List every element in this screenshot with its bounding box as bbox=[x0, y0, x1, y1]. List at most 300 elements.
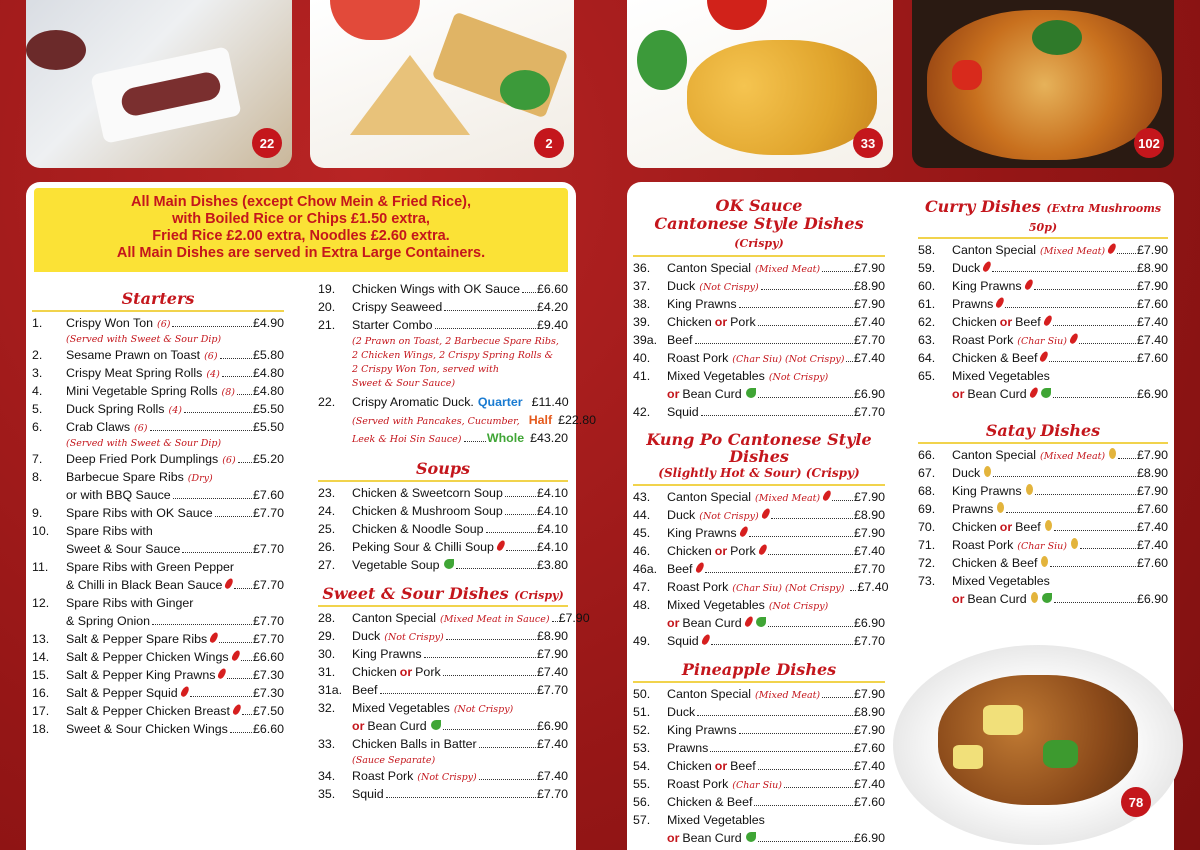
portion-half-label: Half bbox=[528, 413, 553, 427]
dot-leader bbox=[701, 415, 853, 416]
dot-leader bbox=[182, 552, 252, 553]
item-number: 40. bbox=[633, 351, 651, 365]
dot-leader bbox=[758, 841, 853, 842]
dot-leader bbox=[754, 805, 853, 806]
dot-leader bbox=[1053, 325, 1136, 326]
item-number: 53. bbox=[633, 741, 651, 755]
item-price: £7.70 bbox=[853, 333, 885, 347]
item-number: 20. bbox=[318, 300, 336, 314]
vegetarian-leaf-icon bbox=[746, 832, 756, 842]
dot-leader bbox=[219, 642, 252, 643]
menu-item bbox=[32, 316, 284, 334]
peanut-icon bbox=[984, 466, 991, 477]
item-price: £7.90 bbox=[853, 261, 885, 275]
item-price: £9.40 bbox=[536, 318, 568, 332]
item-name: Chicken & Beef bbox=[667, 795, 753, 809]
item-price: £6.60 bbox=[252, 722, 284, 736]
dot-leader bbox=[152, 624, 252, 625]
menu-item bbox=[32, 420, 284, 438]
item-name: Beef bbox=[667, 333, 693, 347]
menu-item bbox=[633, 508, 885, 526]
item-name: Roast Pork bbox=[667, 351, 729, 365]
dot-leader bbox=[1035, 494, 1136, 495]
item-number: 4. bbox=[32, 384, 43, 398]
item-name: Salt & Pepper Chicken Breast bbox=[66, 704, 230, 718]
menu-item-continued bbox=[918, 592, 1168, 610]
menu-item bbox=[32, 596, 284, 614]
dot-leader bbox=[768, 554, 853, 555]
item-number: 3. bbox=[32, 366, 43, 380]
item-name: Salt & Pepper King Prawns bbox=[66, 668, 216, 682]
dot-leader bbox=[172, 326, 252, 327]
dot-leader bbox=[832, 500, 853, 501]
item-number: 19. bbox=[318, 282, 336, 296]
section-title-text: Sweet & Sour Dishes bbox=[322, 584, 509, 603]
item-number: 56. bbox=[633, 795, 651, 809]
peanut-icon bbox=[1109, 448, 1116, 459]
item-price: £6.90 bbox=[1136, 592, 1168, 606]
item-name: Mixed Vegetables bbox=[952, 574, 1050, 588]
dot-leader bbox=[1079, 343, 1136, 344]
dot-leader bbox=[784, 787, 853, 788]
item-number: 33. bbox=[318, 737, 336, 751]
menu-item bbox=[318, 665, 568, 683]
menu-item bbox=[32, 632, 284, 650]
item-price: £7.40 bbox=[1136, 333, 1168, 347]
item-name: Bean Curd bbox=[967, 592, 1027, 606]
item-number: 60. bbox=[918, 279, 936, 293]
item-name: Salt & Pepper Chicken Wings bbox=[66, 650, 229, 664]
menu-item bbox=[633, 777, 885, 795]
item-price: £7.90 bbox=[853, 490, 885, 504]
menu-item bbox=[633, 351, 885, 369]
menu-item bbox=[918, 484, 1168, 502]
item-price: £7.40 bbox=[853, 351, 885, 365]
menu-item bbox=[32, 384, 284, 402]
dot-leader bbox=[846, 361, 853, 362]
item-number: 13. bbox=[32, 632, 50, 646]
section-subtitle: (Crispy) bbox=[514, 589, 564, 602]
item-price: £11.40 bbox=[531, 395, 569, 409]
dot-leader bbox=[506, 550, 536, 551]
item-number: 11. bbox=[32, 560, 49, 574]
chili-icon bbox=[822, 489, 833, 502]
menu-item bbox=[633, 813, 885, 831]
item-price: £22.80 bbox=[558, 413, 597, 427]
menu-item bbox=[32, 470, 284, 488]
item-price: £6.90 bbox=[1136, 387, 1168, 401]
item-price: £7.30 bbox=[252, 668, 284, 682]
chili-icon bbox=[230, 649, 241, 662]
menu-item bbox=[633, 333, 885, 351]
menu-item bbox=[633, 598, 885, 616]
extras-banner bbox=[34, 188, 568, 272]
item-number: 36. bbox=[633, 261, 651, 275]
item-number: 6. bbox=[32, 420, 43, 434]
item-price: £7.40 bbox=[853, 777, 885, 791]
item-price: £7.40 bbox=[853, 315, 885, 329]
dot-leader bbox=[850, 590, 856, 591]
menu-item bbox=[32, 686, 284, 704]
menu-item bbox=[918, 351, 1168, 369]
item-number: 21. bbox=[318, 318, 336, 332]
menu-item bbox=[633, 580, 889, 598]
menu-item bbox=[918, 538, 1168, 556]
item-name: Chicken bbox=[667, 759, 712, 773]
item-note: (Not Crispy) bbox=[768, 601, 829, 612]
food-photo-cashew-chicken bbox=[912, 0, 1174, 168]
item-price: £7.70 bbox=[252, 614, 284, 628]
item-number: 10. bbox=[32, 524, 50, 538]
item-name: Duck Spring Rolls bbox=[66, 402, 165, 416]
dish-number-badge: 102 bbox=[1134, 128, 1164, 158]
item-name: Duck bbox=[952, 261, 981, 275]
vegetarian-leaf-icon bbox=[746, 388, 756, 398]
vegetarian-leaf-icon bbox=[444, 559, 454, 569]
item-name: Duck bbox=[667, 508, 696, 522]
item-name: Vegetable Soup bbox=[352, 558, 440, 572]
item-number: 42. bbox=[633, 405, 651, 419]
item-number: 69. bbox=[918, 502, 936, 516]
item-price: £7.90 bbox=[1136, 448, 1168, 462]
item-name: Bean Curd bbox=[682, 387, 742, 401]
menu-item bbox=[318, 787, 568, 805]
section-title-text: Cantonese Style Dishes bbox=[654, 214, 864, 233]
item-number: 59. bbox=[918, 261, 936, 275]
item-number: 27. bbox=[318, 558, 336, 572]
chili-icon bbox=[1069, 332, 1080, 345]
item-price: £7.90 bbox=[853, 687, 885, 701]
item-price: £7.30 bbox=[252, 686, 284, 700]
dish-number-badge: 2 bbox=[534, 128, 564, 158]
menu-item bbox=[32, 650, 284, 668]
menu-item bbox=[32, 506, 284, 524]
item-note: (Char Siu) (Not Crispy) bbox=[732, 354, 845, 365]
portion-quarter-label: Quarter bbox=[477, 395, 523, 409]
curry-column bbox=[918, 197, 1168, 610]
or-word: or bbox=[399, 665, 413, 679]
item-name-alt: Pork bbox=[730, 544, 756, 558]
item-name: Salt & Pepper Spare Ribs bbox=[66, 632, 208, 646]
dot-leader bbox=[1117, 253, 1136, 254]
or-word: or bbox=[999, 315, 1013, 329]
chili-icon bbox=[694, 561, 705, 574]
item-name: Chicken Balls in Batter bbox=[352, 737, 477, 751]
item-name: & Chilli in Black Bean Sauce bbox=[66, 578, 223, 592]
item-name: Crispy Aromatic Duck. bbox=[352, 395, 474, 409]
vegetarian-leaf-icon bbox=[431, 720, 441, 730]
menu-item bbox=[318, 701, 568, 719]
item-name: Sweet & Sour Sauce bbox=[66, 542, 181, 556]
item-number: 29. bbox=[318, 629, 336, 643]
item-price: £7.60 bbox=[853, 795, 885, 809]
item-price: £7.40 bbox=[536, 665, 568, 679]
dot-leader bbox=[1053, 397, 1136, 398]
item-name: Beef bbox=[667, 562, 693, 576]
item-name: Mixed Vegetables bbox=[352, 701, 450, 715]
item-name: Salt & Pepper Squid bbox=[66, 686, 178, 700]
menu-item bbox=[318, 558, 568, 576]
item-price: £7.90 bbox=[853, 723, 885, 737]
item-price: £7.70 bbox=[252, 578, 284, 592]
item-name: Deep Fried Pork Dumplings bbox=[66, 452, 219, 466]
item-price: £7.60 bbox=[1136, 502, 1168, 516]
item-note: Leek & Hoi Sin Sauce) bbox=[352, 434, 462, 445]
item-note: (Not Crispy) bbox=[699, 282, 759, 293]
item-name: Roast Pork bbox=[952, 538, 1014, 552]
menu-item bbox=[918, 520, 1168, 538]
item-number: 63. bbox=[918, 333, 936, 347]
dot-leader bbox=[173, 498, 252, 499]
item-name: King Prawns bbox=[952, 279, 1022, 293]
dot-leader bbox=[443, 675, 536, 676]
item-name: Mini Vegetable Spring Rolls bbox=[66, 384, 218, 398]
dot-leader bbox=[150, 430, 252, 431]
section-title-kung-po bbox=[633, 431, 885, 486]
menu-item-continued bbox=[633, 387, 885, 405]
item-name: Canton Special bbox=[667, 261, 752, 275]
banner-line: All Main Dishes are served in Extra Large Containers. bbox=[116, 245, 486, 261]
chili-icon bbox=[846, 581, 852, 591]
item-name: Chicken & Beef bbox=[952, 556, 1038, 570]
item-name: Chicken bbox=[952, 520, 997, 534]
menu-item bbox=[318, 522, 568, 540]
menu-item bbox=[918, 574, 1168, 592]
item-price: £6.90 bbox=[853, 387, 885, 401]
item-name: Duck bbox=[667, 279, 696, 293]
dot-leader bbox=[184, 412, 252, 413]
item-number: 62. bbox=[918, 315, 936, 329]
chili-icon bbox=[1023, 278, 1034, 291]
item-number: 34. bbox=[318, 769, 336, 783]
menu-item bbox=[633, 634, 885, 652]
item-price: £7.40 bbox=[536, 769, 568, 783]
or-word: or bbox=[352, 719, 365, 733]
item-name: Chicken & Noodle Soup bbox=[352, 522, 484, 536]
dish-number-badge: 22 bbox=[252, 128, 282, 158]
item-number: 48. bbox=[633, 598, 651, 612]
menu-item bbox=[633, 490, 885, 508]
dot-leader bbox=[435, 328, 536, 329]
item-price: £7.70 bbox=[536, 683, 568, 697]
item-note: (Mixed Meat) bbox=[755, 264, 821, 275]
chili-icon bbox=[982, 260, 993, 273]
menu-item bbox=[32, 524, 284, 542]
item-note: (Not Crispy) bbox=[699, 511, 759, 522]
item-price: £8.90 bbox=[536, 629, 568, 643]
menu-item bbox=[32, 704, 284, 722]
dot-leader bbox=[505, 496, 536, 497]
menu-item-crispy-duck bbox=[318, 395, 568, 413]
item-number: 45. bbox=[633, 526, 651, 540]
item-number: 2. bbox=[32, 348, 43, 362]
food-photo-spring-rolls bbox=[26, 0, 292, 168]
or-word: or bbox=[714, 759, 728, 773]
dot-leader bbox=[695, 343, 853, 344]
chili-icon bbox=[760, 507, 771, 520]
item-name: Peking Sour & Chilli Soup bbox=[352, 540, 494, 554]
item-price: £7.40 bbox=[853, 544, 885, 558]
menu-item bbox=[318, 647, 568, 665]
item-price: £8.90 bbox=[853, 279, 885, 293]
dish-number-badge: 78 bbox=[1121, 787, 1151, 817]
section-title-ok-sauce bbox=[633, 197, 885, 257]
item-number: 70. bbox=[918, 520, 936, 534]
item-number: 67. bbox=[918, 466, 936, 480]
peanut-icon bbox=[1026, 484, 1033, 495]
menu-item bbox=[318, 737, 568, 755]
item-number: 5. bbox=[32, 402, 43, 416]
item-name: Barbecue Spare Ribs bbox=[66, 470, 184, 484]
item-price: £8.90 bbox=[1136, 261, 1168, 275]
dot-leader bbox=[190, 696, 252, 697]
combo-note: 2 Chicken Wings, 2 Crispy Spring Rolls & bbox=[352, 350, 554, 361]
item-price: £7.40 bbox=[857, 580, 889, 594]
dish-number-badge: 33 bbox=[853, 128, 883, 158]
item-name: Prawns bbox=[952, 502, 994, 516]
item-price: £7.90 bbox=[558, 611, 590, 625]
item-number: 55. bbox=[633, 777, 651, 791]
item-price: £8.90 bbox=[1136, 466, 1168, 480]
item-subnote: (Sauce Separate) bbox=[352, 755, 436, 766]
item-price: £7.90 bbox=[536, 647, 568, 661]
item-name: Bean Curd bbox=[367, 719, 427, 733]
menu-item bbox=[318, 540, 568, 558]
item-number: 30. bbox=[318, 647, 336, 661]
item-price: £4.10 bbox=[536, 504, 568, 518]
item-name: or with BBQ Sauce bbox=[66, 488, 171, 502]
item-price: £6.60 bbox=[252, 650, 284, 664]
item-price: £7.70 bbox=[252, 506, 284, 520]
item-note: (Served with Pancakes, Cucumber, bbox=[352, 416, 520, 427]
portion-whole-label: Whole bbox=[486, 431, 525, 445]
item-price: £8.90 bbox=[853, 705, 885, 719]
section-title-curry bbox=[918, 197, 1168, 239]
dot-leader bbox=[1054, 530, 1136, 531]
chili-icon bbox=[1039, 350, 1050, 363]
menu-item bbox=[918, 297, 1168, 315]
menu-item-crispy-duck-whole bbox=[318, 431, 568, 449]
dot-leader bbox=[749, 536, 853, 537]
item-price: £5.20 bbox=[252, 452, 284, 466]
item-number: 54. bbox=[633, 759, 651, 773]
item-number: 16. bbox=[32, 686, 50, 700]
menu-item bbox=[32, 722, 284, 740]
starters-continued-column bbox=[318, 282, 597, 805]
menu-item-continued bbox=[32, 542, 284, 560]
dot-leader bbox=[479, 779, 536, 780]
item-name: Crispy Seaweed bbox=[352, 300, 443, 314]
item-number: 52. bbox=[633, 723, 651, 737]
item-price: £4.10 bbox=[536, 522, 568, 536]
item-number: 65. bbox=[918, 369, 936, 383]
chili-icon bbox=[209, 631, 220, 644]
item-price: £7.60 bbox=[1136, 351, 1168, 365]
starters-column bbox=[32, 289, 284, 740]
item-name: King Prawns bbox=[352, 647, 422, 661]
item-number: 37. bbox=[633, 279, 651, 293]
dot-leader bbox=[758, 325, 853, 326]
dot-leader bbox=[234, 588, 252, 589]
item-note: (Not Crispy) bbox=[384, 632, 444, 643]
menu-item bbox=[918, 466, 1168, 484]
item-price: £7.70 bbox=[853, 405, 885, 419]
item-price: £7.40 bbox=[1136, 538, 1168, 552]
menu-item bbox=[318, 318, 568, 336]
menu-item-continued bbox=[32, 488, 284, 506]
item-number: 32. bbox=[318, 701, 336, 715]
item-name-alt: Beef bbox=[1015, 315, 1041, 329]
menu-item bbox=[318, 282, 568, 300]
item-name: King Prawns bbox=[952, 484, 1022, 498]
menu-item bbox=[633, 369, 885, 387]
dot-leader bbox=[697, 715, 853, 716]
item-number: 57. bbox=[633, 813, 651, 827]
banner-line: Fried Rice £2.00 extra, Noodles £2.60 extra. bbox=[152, 228, 450, 244]
dot-leader bbox=[238, 462, 252, 463]
item-name: Canton Special bbox=[667, 490, 752, 504]
item-note: (Not Crispy) bbox=[453, 704, 514, 715]
menu-item bbox=[32, 348, 284, 366]
food-photo-prawn-toast bbox=[310, 0, 574, 168]
item-name: Squid bbox=[667, 405, 699, 419]
item-number: 8. bbox=[32, 470, 43, 484]
item-name: Bean Curd bbox=[682, 831, 742, 845]
dot-leader bbox=[771, 518, 853, 519]
item-note: (Char Siu) bbox=[1017, 541, 1067, 552]
item-number: 43. bbox=[633, 490, 651, 504]
menu-item bbox=[633, 544, 885, 562]
section-title-pineapple: Pineapple Dishes bbox=[633, 660, 885, 683]
item-number: 9. bbox=[32, 506, 43, 520]
chili-icon bbox=[217, 667, 228, 680]
item-note: (Mixed Meat) bbox=[1040, 246, 1106, 257]
item-note: (Mixed Meat) bbox=[755, 493, 821, 504]
item-price: £7.90 bbox=[853, 526, 885, 540]
vegetarian-leaf-icon bbox=[1042, 593, 1052, 603]
item-price: £5.80 bbox=[252, 348, 284, 362]
item-name: Chicken bbox=[352, 665, 397, 679]
item-number: 50. bbox=[633, 687, 651, 701]
item-price: £4.80 bbox=[252, 366, 284, 380]
dot-leader bbox=[1080, 548, 1136, 549]
item-price: £6.90 bbox=[853, 616, 885, 630]
item-price: £7.90 bbox=[1136, 243, 1168, 257]
item-name: Chicken bbox=[952, 315, 997, 329]
dot-leader bbox=[443, 729, 536, 730]
food-photo-sweet-sour-pork bbox=[893, 645, 1183, 845]
or-word: or bbox=[999, 520, 1013, 534]
item-price: £7.70 bbox=[853, 562, 885, 576]
item-name: Duck bbox=[667, 705, 696, 719]
item-note: (6) bbox=[157, 319, 171, 330]
item-price: £4.80 bbox=[252, 384, 284, 398]
item-note: (Mixed Meat) bbox=[755, 690, 821, 701]
chili-icon bbox=[743, 615, 754, 628]
item-name: Duck bbox=[952, 466, 981, 480]
dot-leader bbox=[505, 514, 536, 515]
menu-item bbox=[633, 261, 885, 279]
item-price: £7.70 bbox=[536, 787, 568, 801]
menu-item bbox=[633, 687, 885, 705]
dot-leader bbox=[1006, 512, 1136, 513]
item-number: 51. bbox=[633, 705, 651, 719]
item-name: Crispy Won Ton bbox=[66, 316, 153, 330]
dot-leader bbox=[711, 644, 853, 645]
item-name-alt: Pork bbox=[730, 315, 756, 329]
or-word: or bbox=[667, 616, 680, 630]
item-number: 46. bbox=[633, 544, 651, 558]
